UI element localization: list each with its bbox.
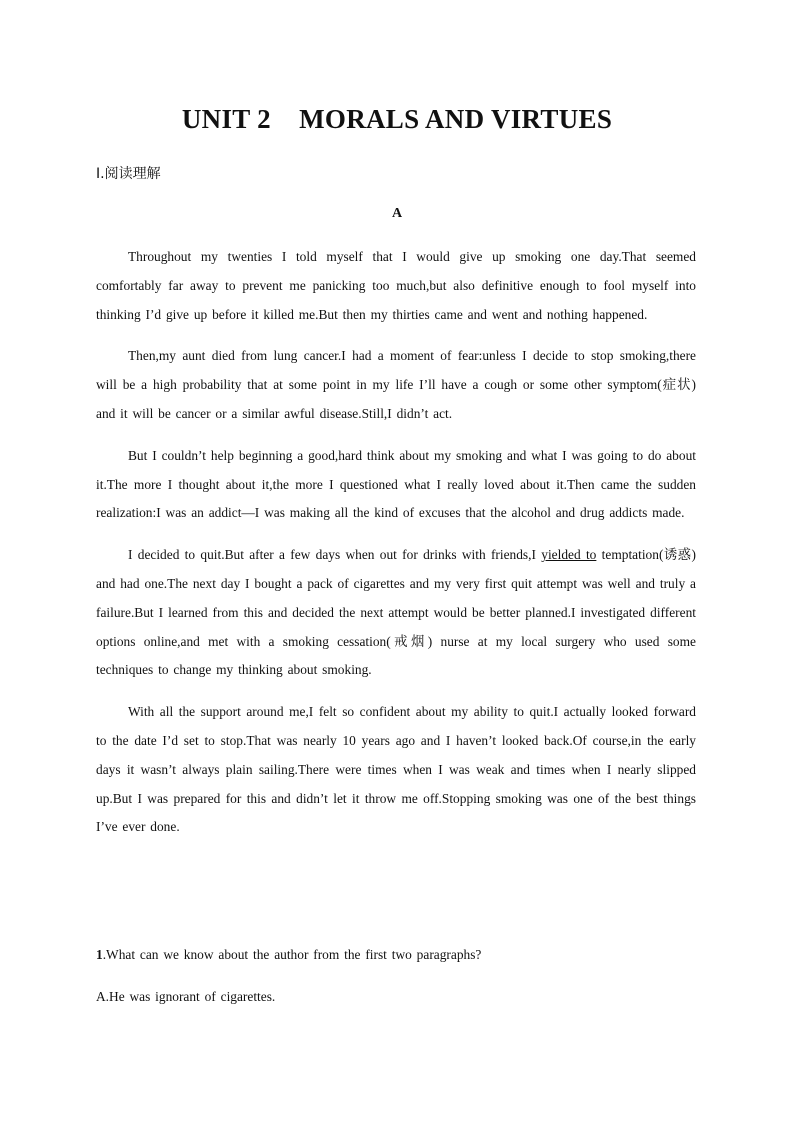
paragraph-3: But I couldn’t help beginning a good,hard think about my smoking and what I was going to do about it.The more I thought about it,the more I questioned what I really loved about it.Then came the sudden realization:I was an addict—I was making all the kind of excuses that the alcohol and drug addicts made.: [96, 447, 696, 521]
option-a: A.He was ignorant of cigarettes.: [96, 989, 276, 1004]
question-number: 1: [96, 947, 103, 962]
underlined-phrase: yielded to: [541, 547, 597, 563]
passage-label: A: [391, 206, 403, 221]
unit-title: UNIT 2 MORALS AND VIRTUES: [181, 104, 613, 134]
question-1: [96, 947, 481, 963]
section-heading: Ⅰ.阅读理解: [96, 166, 161, 182]
question-text: .What can we know about the author from the first two paragraphs?: [102, 947, 482, 962]
paragraph-4-text-end: temptation(诱惑) and had one.The next day I bought a pack of cigarettes and my very first quit attempt was well and truly a failure.But I learned from this and decided the next attempt would be better planned.I investigated different options online,and met with a smoking cessation(戒烟) nurse at my local surgery who used some techniques to change my thinking about smoking.: [96, 547, 696, 678]
paragraph-5: With all the support around me,I felt so confident about my ability to quit.I actually looked forward to the date I’d set to stop.That was nearly 10 years ago and I haven’t looked back.Of course,in the early days it wasn’t always plain sailing.There were times when I was weak and times when I nearly slipped up.But I was prepared for this and didn’t let it throw me off.Stopping smoking was one of the best things I’ve ever done.: [96, 704, 696, 835]
paragraph-2: Then,my aunt died from lung cancer.I had a moment of fear:unless I decide to stop smoking,there will be a high probability that at some point in my life I’ll have a cough or some other symptom(症状) and it will be cancer or a similar awful disease.Still,I didn’t act.: [96, 348, 696, 421]
paragraph-4: [96, 541, 696, 685]
paragraph-4-text-start: I decided to quit.But after a few days when out for drinks with friends,I: [128, 547, 542, 563]
reading-passage: [96, 243, 696, 842]
paragraph-1: Throughout my twenties I told myself that I would give up smoking one day.That seemed comfortably far away to prevent me panicking too much,but also definitive enough to fool myself into thinking I’d give up before it killed me.But then my thirties came and went and nothing happened.: [96, 249, 696, 322]
